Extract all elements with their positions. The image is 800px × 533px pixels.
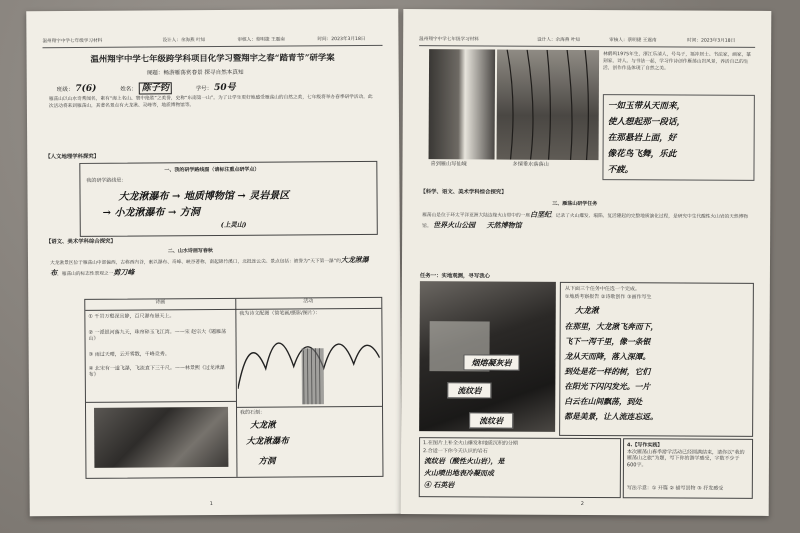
- photo-caption-2: 多情垂水落落山: [512, 161, 549, 168]
- rock-label-3: 流纹岩: [469, 412, 513, 428]
- number-label: 学号：: [195, 86, 213, 93]
- essay-box-options: ①地质考察报告 ②诗歌创作 ③画作写生: [564, 293, 652, 301]
- questions-box: [419, 437, 621, 498]
- poem-4: ④ 北宋有一道飞瀑，飞流直下三千尺。——林景熙《过龙湫瀑布》: [88, 364, 225, 379]
- question-1: 1.在图片上补全火山爆发和地质沉积的分期: [423, 440, 518, 447]
- worksheet-page-2: [401, 9, 772, 516]
- essay-line-8: 都是美景，让人流连忘返。: [564, 411, 658, 422]
- route-line-1: 大龙湫瀑布 → 地质博物馆 → 灵岩景区: [118, 190, 290, 203]
- writing-title: 4.【写作实践】: [627, 442, 663, 449]
- topic-text: 畅游雁荡赏春景 探寻自然本真知: [163, 69, 244, 77]
- activity-prompt: 我为诗文配图（简笔画/摄影/图片）：: [239, 310, 321, 317]
- poem-table: [84, 297, 383, 479]
- name-value: 陈子钧: [139, 82, 172, 94]
- science-paragraph: [422, 209, 752, 232]
- handwriting-box: [602, 94, 754, 181]
- intro-paragraph: 雁荡山以山水奇秀闻名，素有“海上名山、寰中绝胜”之美誉，史称“东南第一山”。为了让学生更好地感受雁荡山的自然之美，七年级将举办春季研学活动，此次活动将来到雁荡山，其著名景点有大龙湫、灵峰等，地质博物馆等。: [48, 94, 373, 109]
- poem-fill-1: 大龙湫瀑布: [50, 254, 369, 277]
- question-2: 2.合适一下你今天认识的岩石: [422, 448, 488, 455]
- rock-label-1: 烟熔凝灰岩: [463, 354, 519, 370]
- essay-box-title: 从下面三个任务中任选一个完成。: [564, 285, 640, 293]
- poem-intro-text: 大龙湫景区位于雁荡山中部偏西，古称西内谷，素以瀑布、奇峰、峡谷著称，南起锦竹溪口，北抵连云尖。景点包括：被誉为“天下第一瀑”的: [49, 259, 341, 267]
- task1-title: 一、我的研学路线图（请标注重点研学点）: [164, 166, 260, 174]
- header-reviewer: 审核人：蔡明捷 王震南: [609, 38, 657, 44]
- topic-row: [147, 68, 244, 77]
- route-note: 我的研学路线是：: [86, 177, 127, 184]
- willow-branches-icon: [497, 50, 600, 161]
- class-label: 班级：: [56, 86, 74, 94]
- essay-line-1: 大龙湫: [574, 304, 599, 316]
- essay-line-3: 飞下一泻千里，像一条银: [564, 336, 651, 347]
- page-number: 1: [209, 501, 213, 508]
- section-geography: 【人文地理学科探究】: [45, 153, 100, 161]
- science-text-2: ，记录了火山爆发、塌陷、复活隆起的完整地质演化过程，是研究中生代酸性火山岩的天然博物馆。: [422, 213, 748, 230]
- writing-box: [623, 438, 753, 499]
- waterfall-photo-1: [429, 49, 496, 159]
- task3-title: 三、雁荡山研学任务: [552, 200, 598, 208]
- section-chinese-art: 【语文、美术学科综合探究】: [45, 238, 116, 246]
- poem-row-divider: [86, 401, 236, 403]
- essay-line-5: 到处是花一样的树，它们: [564, 366, 651, 377]
- name-label: 姓名：: [120, 86, 138, 93]
- header-school: 温州翔宇中学七年级学习材料: [42, 38, 103, 45]
- poem-col-head: 诗画: [85, 299, 236, 311]
- header-time: 时间：2023年3月18日: [687, 38, 736, 44]
- section-science: 【科学、语文、美术学科综合探究】: [420, 189, 507, 196]
- poem-3: ③ 雨过天晴，云开雾散，千峰竞秀。: [88, 351, 170, 358]
- rock-texture-photo: [94, 407, 228, 468]
- writing-steps: 写法示意：① 开篇 ② 描写景物 ③ 抒发感受: [626, 485, 724, 492]
- answer-line-2: 火山喷出地表冷凝而成: [423, 468, 494, 478]
- topic-label: 课题：: [146, 70, 164, 77]
- header-designer: 设计人：余海燕 叶知: [162, 38, 206, 44]
- my-choice-2: 大龙湫瀑布: [246, 436, 289, 447]
- route-box: [79, 161, 378, 237]
- poem-1: ① 千岩万壑深且静，百尺瀑布悬天上。: [88, 313, 175, 320]
- page-title: 温州翔宇中学七年级跨学科项目化学习暨翔宇之春“踏青节”研学案: [90, 52, 335, 64]
- handwriting-line-3: 在那悬岩上面，好: [607, 133, 677, 144]
- my-choice-label: 我的石刻：: [240, 409, 266, 416]
- author-bio: 林鹤鸣1975年生，浙江乐清人，号鸟子，福冲居士。书法家，画家，篆刻家，诗人。与书法一起，学习作诗创作雁荡山岩风景，养活自己的生活，创作作品体现了自然之美。: [603, 52, 751, 72]
- activity-row-divider: [236, 406, 382, 408]
- handwriting-line-4: 像花鸟飞舞，乐此: [607, 149, 677, 160]
- poem-intro: [50, 255, 378, 279]
- essay-line-2: 在那里，大龙湫飞奔而下，: [564, 321, 659, 332]
- rock-label-2: 流纹岩: [447, 382, 491, 398]
- task2-title: 二、山水诗画写春秋: [167, 248, 213, 255]
- student-info-row: [57, 80, 236, 94]
- science-fill-3: 天然博物馆: [486, 220, 522, 230]
- activity-col-head: 活动: [235, 298, 381, 310]
- answer-line-1: 流纹岩（酸性火山岩），是: [423, 456, 505, 466]
- science-fill-1: 白垩纪: [530, 209, 552, 219]
- sketch-mountains: [237, 318, 380, 405]
- page-number: 2: [580, 500, 584, 507]
- essay-box: [559, 282, 754, 437]
- poem-fill-2: 剪刀峰: [113, 267, 135, 277]
- page-header: [419, 33, 755, 48]
- class-value: 7(6): [75, 83, 97, 94]
- handwriting-line-2: 使人想起那一段话，: [607, 117, 686, 128]
- poem-2: ② 一派银河落九天，珠帘碎玉飞江湾。——宋 赵宗大《题雁荡山》: [88, 328, 227, 343]
- my-choice-1: 大龙湫: [250, 420, 276, 431]
- task3-subtitle: 任务一：实地观测，寻写我心: [419, 273, 491, 280]
- poem-intro-text-2: ，雁荡山的标志性景观之一: [57, 271, 114, 277]
- route-line-3: (上灵山): [220, 220, 247, 229]
- willow-photo: [497, 50, 600, 161]
- writing-prompt: 本次雁荡山春季游学活动已经圆满结束，请你以“我的雁荡山之旅”为题，写下你的游学感受，字数不少于600字。: [626, 449, 745, 468]
- science-fill-2: 世界火山公园: [433, 220, 476, 230]
- header-reviewer: 审核人：蔡明捷 王震南: [237, 37, 285, 43]
- route-line-2: → 小龙湫瀑布 → 方洞: [102, 207, 200, 219]
- page-header: [42, 33, 382, 48]
- essay-line-6: 在阳光下闪闪发光。一片: [564, 381, 651, 392]
- number-value: 50号: [214, 82, 236, 93]
- worksheet-page-1: [26, 9, 402, 517]
- header-time: 时间：2023年3月18日: [317, 36, 366, 43]
- header-designer: 设计人：余海燕 叶知: [537, 37, 580, 43]
- handwriting-line-5: 不疲。: [607, 165, 634, 176]
- header-school: 温州翔宇中学七年级学习材料: [419, 37, 479, 43]
- essay-line-4: 龙从天而降，落入深潭。: [564, 351, 651, 362]
- my-choice-3: 方洞: [258, 456, 276, 467]
- essay-line-7: 白云在山间飘荡，到处: [564, 396, 643, 407]
- handwriting-line-1: 一如玉带从天而来，: [607, 101, 686, 112]
- answer-line-3: ④ 石英岩: [423, 480, 455, 490]
- photo-caption-1: 喜到雁山写仙境: [430, 161, 467, 168]
- science-text-1: 雁荡山是位于环太平洋亚洲大陆边缘火山带中的一座: [422, 213, 531, 219]
